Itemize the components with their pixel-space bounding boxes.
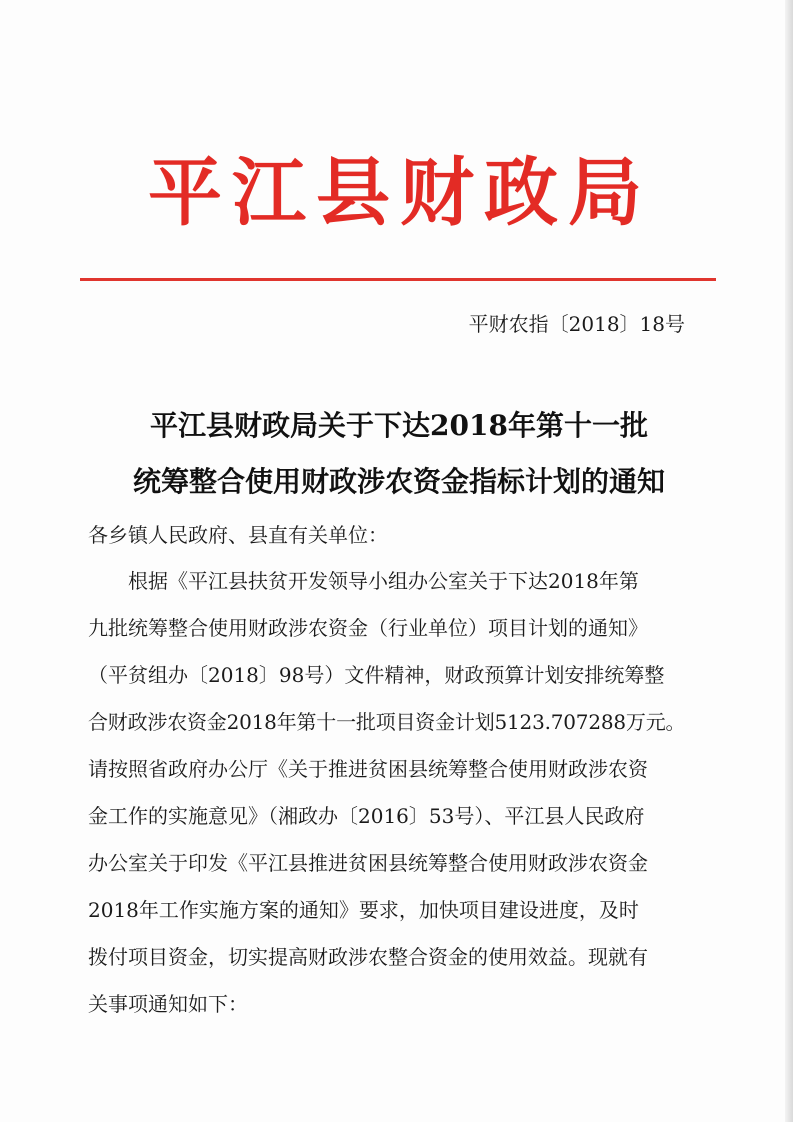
document-title-line-1: 平江县财政局关于下达2018年第十一批 [150,409,648,442]
body-line: 金工作的实施意见》（湘政办〔2016〕53号）、平江县人民政府 [88,804,645,828]
body-line: 办公室关于印发《平江县推进贫困县统筹整合使用财政涉农资金 [88,851,648,875]
addressee: 各乡镇人民政府、县直有关单位： [88,523,388,547]
document-number: 平财农指〔2018〕18号 [468,312,685,336]
body-line: 2018年工作实施方案的通知》要求，加快项目建设进度，及时 [88,898,639,922]
body-line: 关事项通知如下： [88,992,248,1016]
body-line: （平贫组办〔2018〕98号）文件精神，财政预算计划安排统筹整 [88,663,665,687]
body-text [88,566,728,1036]
red-separator-rule [80,278,716,281]
document-title [100,398,698,510]
body-line: 合财政涉农资金2018年第十一批项目资金计划5123.707288万元。 [88,710,686,734]
document-title-line-2: 统筹整合使用财政涉农资金指标计划的通知 [132,465,665,498]
masthead-title: 平江县财政局 [148,150,652,236]
body-line: 根据《平江县扶贫开发领导小组办公室关于下达2018年第 [128,569,639,593]
scan-edge-shadow [785,0,793,1122]
body-line: 拨付项目资金，切实提高财政涉农整合资金的使用效益。现就有 [88,945,648,969]
body-line: 请按照省政府办公厅《关于推进贫困县统筹整合使用财政涉农资 [88,757,648,781]
body-line: 九批统筹整合使用财政涉农资金（行业单位）项目计划的通知》 [88,616,648,640]
